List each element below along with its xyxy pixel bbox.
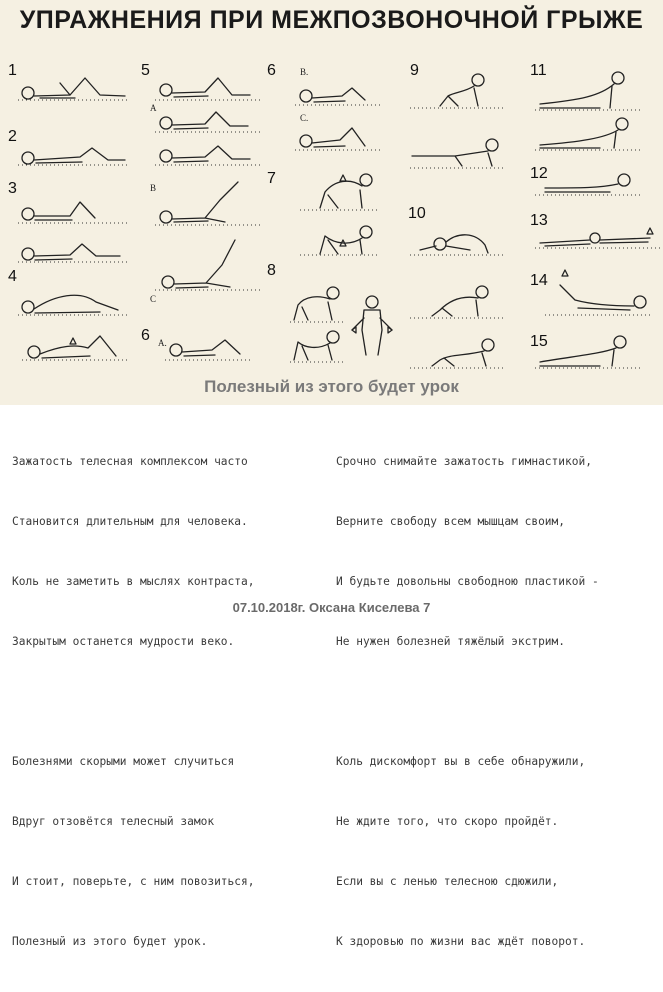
exercise-8c-figure xyxy=(352,296,392,355)
poem-right-column xyxy=(336,412,599,992)
exercise-2-figure xyxy=(18,148,130,165)
exercise-9a-figure xyxy=(410,74,505,108)
exercise-3b-figure xyxy=(18,244,130,262)
exercise-number: 9 xyxy=(410,62,419,79)
poem-line xyxy=(336,692,599,712)
poem-left-column xyxy=(12,412,254,992)
poem-line: Если вы с ленью телесною сдюжили, xyxy=(336,875,559,888)
poem-title: Полезный из этого будет урок xyxy=(204,377,459,396)
exercise-number: 11 xyxy=(530,62,547,79)
exercise-number: 6 xyxy=(141,327,150,344)
variant-label: A. xyxy=(158,338,167,348)
poem-line: Вдруг отзовётся телесный замок xyxy=(12,815,215,828)
poem-line: Закрытым останется мудрости веко. xyxy=(12,635,235,648)
poem-line: Не нужен болезней тяжёлый экстрим. xyxy=(336,635,566,648)
variant-label: B. xyxy=(300,67,309,77)
exercise-4a-figure xyxy=(18,295,130,315)
exercise-illustrations xyxy=(0,0,663,405)
poem-line: Становится длительным для человека. xyxy=(12,515,248,528)
exercise-11a-figure xyxy=(535,72,640,110)
exercise-number: 8 xyxy=(267,262,276,279)
exercise-number: 13 xyxy=(530,212,548,229)
poem-line: Верните свободу всем мышцам своим, xyxy=(336,515,566,528)
poem-line: Срочно снимайте зажатость гимнастикой, xyxy=(336,455,592,468)
exercise-number: 15 xyxy=(530,333,548,350)
exercise-8b-figure xyxy=(290,331,345,362)
exercise-number: 10 xyxy=(408,205,426,222)
poem-line xyxy=(12,692,254,712)
poem-line: Коль не заметить в мыслях контраста, xyxy=(12,575,255,588)
exercise-5d-figure xyxy=(155,182,260,225)
exercise-number: 14 xyxy=(530,272,548,289)
exercise-3a-figure xyxy=(18,202,130,223)
exercise-14-figure xyxy=(545,270,650,315)
exercise-number: 1 xyxy=(8,62,17,79)
signature: 07.10.2018г. Оксана Киселева 7 xyxy=(232,600,431,615)
exercise-10b-figure xyxy=(410,286,505,318)
exercise-4b-figure xyxy=(22,336,130,360)
variant-label: C xyxy=(150,294,157,304)
exercise-10a-figure xyxy=(410,235,505,255)
exercise-number: 2 xyxy=(8,128,17,145)
poem-line: И будьте довольны свободною пластикой - xyxy=(336,575,599,588)
variant-label: B xyxy=(150,183,157,193)
exercise-12-figure xyxy=(535,174,640,195)
exercise-13-figure xyxy=(535,228,660,248)
poem-line: Зажатость телесная комплексом часто xyxy=(12,455,248,468)
exercise-number: 3 xyxy=(8,180,17,197)
exercise-number: 6 xyxy=(267,62,276,79)
exercise-number: 7 xyxy=(267,170,276,187)
exercise-number: 5 xyxy=(141,62,150,79)
exercise-9b-figure xyxy=(410,139,505,168)
poem-line: Полезный из этого будет урок. xyxy=(12,935,208,948)
exercise-6b-figure xyxy=(295,88,380,105)
exercise-number: 4 xyxy=(8,268,17,285)
exercise-7b-figure xyxy=(300,226,380,255)
exercise-number: 12 xyxy=(530,165,548,182)
poem-line: К здоровью по жизни вас ждёт поворот. xyxy=(336,935,586,948)
exercise-6c-figure xyxy=(295,128,380,150)
exercise-11b-figure xyxy=(535,118,640,150)
exercise-6a-figure xyxy=(165,340,250,360)
exercise-5a-figure xyxy=(155,78,260,100)
exercise-5c-figure xyxy=(155,146,260,165)
variant-label: C. xyxy=(300,113,309,123)
poem-line: И стоит, поверьте, с ним повозиться, xyxy=(12,875,255,888)
poem-line: Коль дискомфорт вы в себе обнаружили, xyxy=(336,755,586,768)
variant-label: A xyxy=(150,103,157,113)
exercise-7a-figure xyxy=(300,174,380,210)
poem-line: Не ждите того, что скоро пройдёт. xyxy=(336,815,559,828)
exercise-10c-figure xyxy=(410,339,505,368)
exercise-8a-figure xyxy=(290,287,345,322)
exercise-5b-figure xyxy=(155,112,260,132)
exercise-1-figure xyxy=(18,78,130,100)
poem-line: Болезнями скорыми может случиться xyxy=(12,755,235,768)
exercise-15-figure xyxy=(535,336,640,368)
poster-title: УПРАЖНЕНИЯ ПРИ МЕЖПОЗВОНОЧНОЙ ГРЫЖЕ xyxy=(19,6,644,34)
exercise-5e-figure xyxy=(155,240,260,290)
